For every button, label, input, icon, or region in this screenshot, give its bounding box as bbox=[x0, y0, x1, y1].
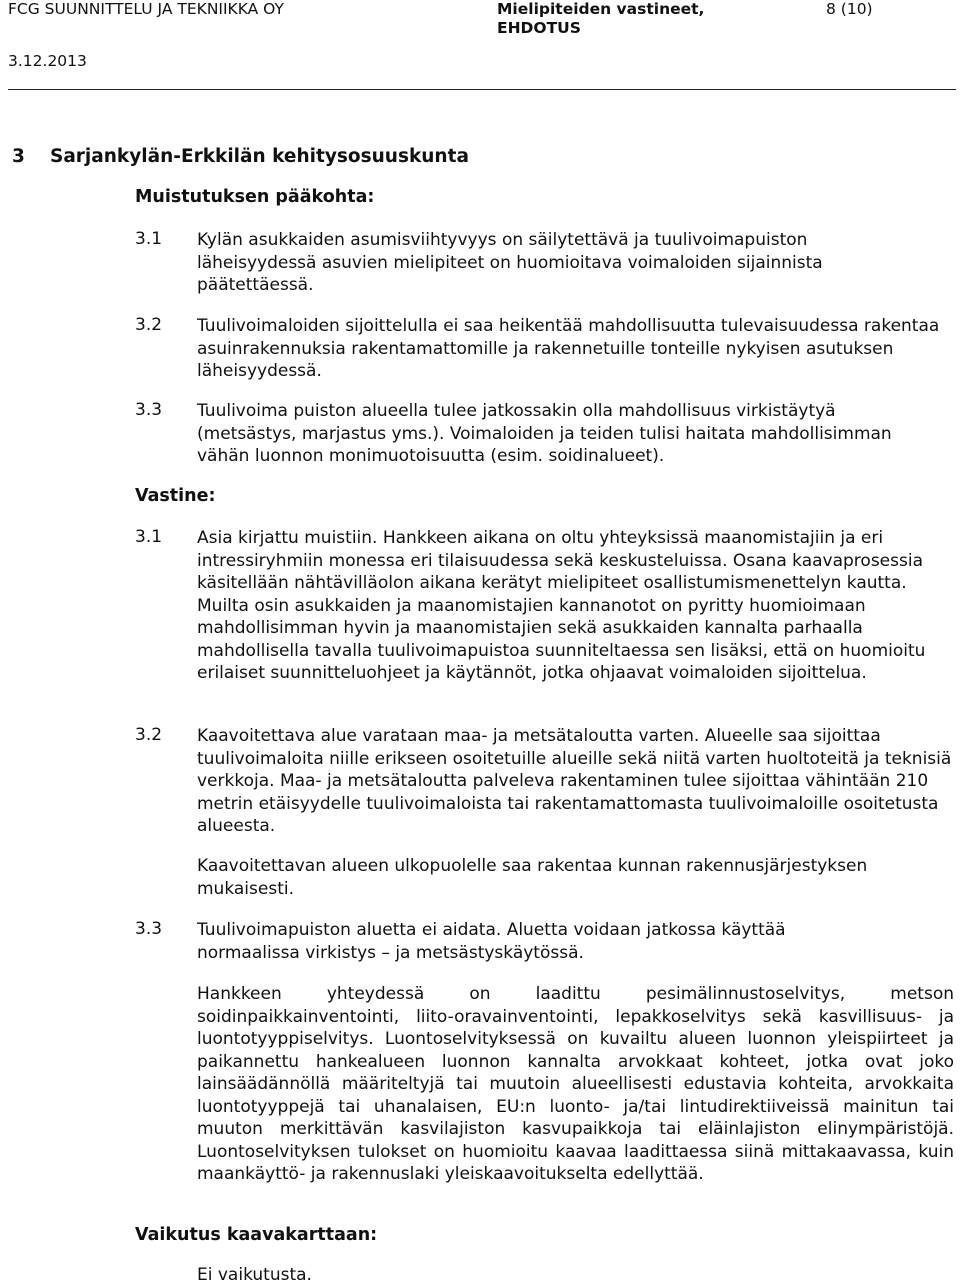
point-text: Tuulivoima puiston alueella tulee jatkossakin olla mahdollisuus virkistäytyä (metsästys, marjastus yms.). Voimaloiden ja teiden tulisi haitata mahdollisimman vähän luonnon monimuotoisuutta (esim. soidinalueet). bbox=[197, 401, 892, 466]
impact-heading: Vaikutus kaavakarttaan: bbox=[135, 1225, 378, 1245]
company-name: FCG SUUNNITTELU JA TEKNIIKKA OY bbox=[8, 0, 284, 18]
response-extra-text: Hankkeen yhteydessä on laadittu pesimälinnustoselvitys, metson soidinpaikkainventointi, liito-oravainventointi, lepakkoselvitys sekä kasvillisuus- ja luontotyyppiselvitys. Luontoselvityksessä on kuvailtu alueen luonnon yleispiirteet ja paikannettu hankealueen luonnon kannalta arvokkaat kohteet, jotka ovat joko lainsäädännöllä määriteltyjä tai muutoin alueellisesti edustavia kohteita, arvokkaita luontotyyppejä tai uhanalaisen, EU:n luonto- ja/tai lintudirektiiveissä mainitun tai muuton merkittävän kasvilajiston kasvupaikkoja tai eläinlajiston elinympäristöjä. Luontoselvityksen tulokset on huomioitu kaavaa laadittaessa siinä mittakaavassa, kuin maankäyttö- ja rakennuslaki yleiskaavoitukselta edellyttää. bbox=[197, 984, 954, 1184]
response-text: Asia kirjattu muistiin. Hankkeen aikana on oltu yhteyksissä maanomistajiin ja eri intressiryhmiin monessa eri tilaisuudessa sekä keskusteluissa. Osana kaavaprosessia käsitellään nähtävilläolon aikana kerätyt mielipiteet osallistumismenettelyn kautta. Muilta osin asukkaiden ja maanomistajien kannanotot on pyritty huomioimaan mahdollisimman hyvin ja maanomistajien sekä asukkaiden kannalta parhaalla mahdollisella tavalla tuulivoimapuistoa suunniteltaessa sen lisäksi, että on huomioitu erilaiset suunnitteluohjeet ja käytännöt, jotka ohjaavat voimaloiden sijoittelua. bbox=[197, 528, 926, 683]
page-number: 8 (10) bbox=[826, 0, 873, 18]
point-number: 3.1 bbox=[135, 229, 163, 249]
response-text: Tuulivoimapuiston aluetta ei aidata. Aluetta voidaan jatkossa käyttää normaalissa virkistys – ja metsästyskäytössä. bbox=[197, 920, 786, 963]
response-number: 3.1 bbox=[135, 527, 163, 547]
impact-text: Ei vaikutusta. bbox=[197, 1265, 312, 1285]
point-text: Kylän asukkaiden asumisviihtyvyys on säilytettävä ja tuulivoimapuiston läheisyydessä asuvien mielipiteet on huomioitava voimaloiden sijainnista päätettäessä. bbox=[197, 230, 823, 295]
doc-status: EHDOTUS bbox=[497, 19, 581, 37]
response-number: 3.2 bbox=[135, 725, 163, 745]
response-heading: Vastine: bbox=[135, 486, 216, 506]
point-number: 3.3 bbox=[135, 400, 163, 420]
point-number: 3.2 bbox=[135, 315, 163, 335]
doc-title: Mielipiteiden vastineet, bbox=[497, 0, 705, 18]
doc-date: 3.12.2013 bbox=[8, 52, 87, 70]
response-number: 3.3 bbox=[135, 919, 163, 939]
response-extra-text: Kaavoitettavan alueen ulkopuolelle saa rakentaa kunnan rakennusjärjestyksen mukaisesti. bbox=[197, 856, 868, 899]
point-text: Tuulivoimaloiden sijoittelulla ei saa heikentää mahdollisuutta tulevaisuudessa rakentaa asuinrakennuksia rakentamattomille ja rakennetuille tonteille nykyisen asutuksen läheisyydessä. bbox=[197, 316, 940, 381]
response-text: Kaavoitettava alue varataan maa- ja metsätaloutta varten. Alueelle saa sijoittaa tuulivoimaloita niille erikseen osoitetuille alueille sekä niitä varten huoltoteitä ja teknisiä verkkoja. Maa- ja metsätaloutta palveleva rakentaminen tulee sijoittaa vähintään 210 metrin etäisyydelle tuulivoimaloista tai rakentamattomasta tuulivoimaloille osoitetusta alueesta. bbox=[197, 726, 952, 836]
section-number: 3 bbox=[12, 146, 25, 167]
section-title: Sarjankylän-Erkkilän kehitysosuuskunta bbox=[50, 146, 469, 167]
main-points-heading: Muistutuksen pääkohta: bbox=[135, 187, 375, 207]
header-divider bbox=[8, 89, 956, 90]
